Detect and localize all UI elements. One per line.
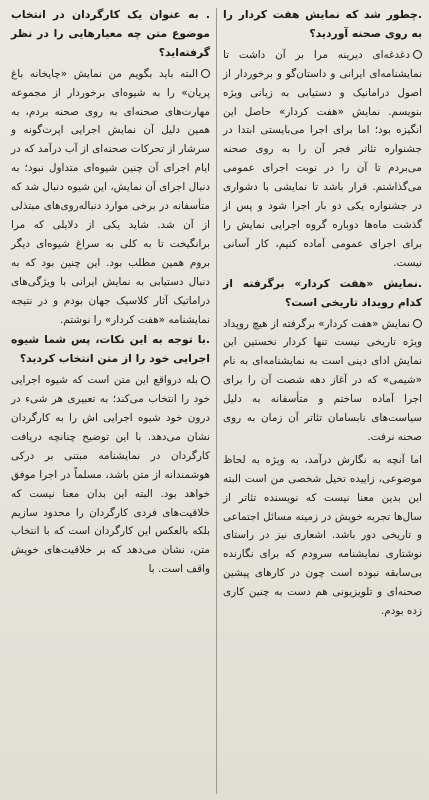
answer-3 bbox=[11, 65, 210, 330]
question-4: .با توجه به این نکات، پس شما شیوه اجرایی خود را از متن انتخاب کردید؟ bbox=[11, 333, 210, 366]
right-column bbox=[217, 6, 424, 796]
answer-2-text: نمایش «هفت کردار» برگرفته از هیچ رویداد ویژه تاریخی نیست تنها کردار نخستین این نمایش ادای دینی است به نمایشنامه‌ای به نام «شیمی» که در آغاز دهه شصت آن را برای اجرا آماده ساختم و متأسفانه به دلیل سیاست‌های نابسامان تئاتر آن زمان به روی صحنه نرفت. bbox=[223, 317, 422, 443]
answer-marker-icon bbox=[413, 50, 422, 59]
column-divider bbox=[216, 8, 217, 794]
paragraph-continuation: اما آنچه به نگارش درآمد، به ویژه به لحاظ موضوعی، زاییده تخیل شخصی من است البته این بدین معنا نیست که نویسنده تئاتر از سال‌ها تجربه خویش در زمینه مسائل اجتماعی و تاریخی دور باشد. اشعاری نیز در راستای نوشتاری نمایشنامه سرودم که برای نگارنده بی‌سابقه نبوده است چون در کارهای پیشین صحنه‌ای و تلویزیونی هم دست به چنین کاری زده بودم. bbox=[223, 453, 422, 618]
answer-4 bbox=[11, 371, 210, 579]
left-column bbox=[9, 6, 216, 796]
answer-1-text: دغدغه‌ای دیرینه مرا بر آن داشت تا نمایشنامه‌ای ایرانی و داستان‌گو و برخوردار از اصول درامانیک و دستیابی به زبانی ویژه بنویسم. نمایش «هفت کردار» حاصل این انگیزه بود؛ اما برای اجرا می‌بایستی ابتدا در جشنواره تئاتر فجر آن را به روی صحنه می‌بردم تا آن را در نوبت اجرای عمومی می‌گذاشتم. قرار باشد تا نمایشی با دشواری در جشنواره یکی دو بار اجرا شود و پس از گذشت ماه‌ها دوباره گروه اجرایی نمایش را برای اجرای عمومی آماده کنیم، کار آسانی نیست. bbox=[223, 48, 422, 269]
question-2: .نمایش «هفت کردار» برگرفته از کدام رویداد تاریخی است؟ bbox=[223, 276, 422, 309]
answer-4-text: بله درواقع این متن است که شیوه اجرایی خود را انتخاب می‌کند؛ به تعبیری هر شیء در درون خود شیوه اجرایی اش را به کارگردان نشان می‌دهد. با این توضیح چنانچه دریافت کارگردان در نمایشنامه مبتنی بر درکی هوشمندانه از متن باشد، مسلماً در اجرا موفق خواهد بود. البته این بدان معنا نیست که خلاقیت‌های فردی کارگردان را محدود سازیم بلکه بالعکس این کارگردان است که با انتخاب متن، نشان می‌دهد که بر خلاقیت‌های خویش واقف است. با bbox=[11, 374, 210, 576]
question-1: .چطور شد که نمایش هفت کردار را به روی صحنه آوردید؟ bbox=[223, 8, 422, 40]
answer-marker-icon bbox=[201, 69, 210, 78]
answer-1 bbox=[223, 46, 422, 273]
answer-marker-icon bbox=[201, 376, 210, 385]
answer-marker-icon bbox=[413, 319, 422, 328]
question-3: . به عنوان یک کارگردان در انتخاب موضوع متن چه معیارهایی را در نظر گرفته‌اید؟ bbox=[11, 8, 210, 59]
answer-3-text: البته باید بگویم من نمایش «چایخانه باغ پریان» را به شیوه‌ای برخوردار از مجموعه مهارت‌های صحنه‌ای به روی صحنه بردم، به همین دلیل آن نمایش اجرایی اپرت‌گونه و سرشار از تحرکات صحنه‌ای از آب درآمد که در ایام اجرای آن چنین شیوه‌ای متداول نبود؛ به دنبال اجرای آن نمایش، این شیوه دنبال شد که متأسفانه در برخی موارد دنباله‌روی‌های مبتذلی از آن شد. شاید یکی از دلایلی که مرا برانگیخت تا به کلی به سراغ شیوه‌ای دیگر بروم همین مطلب بود. این چنین بود که به دنبال دستیابی به نمایش ایرانی با ویژگی‌های دراماتیک آثار کلاسیک جهان بودم و در نتیجه نمایشنامه «هفت کردار» را نوشتم. bbox=[11, 67, 210, 326]
answer-2 bbox=[223, 315, 422, 447]
